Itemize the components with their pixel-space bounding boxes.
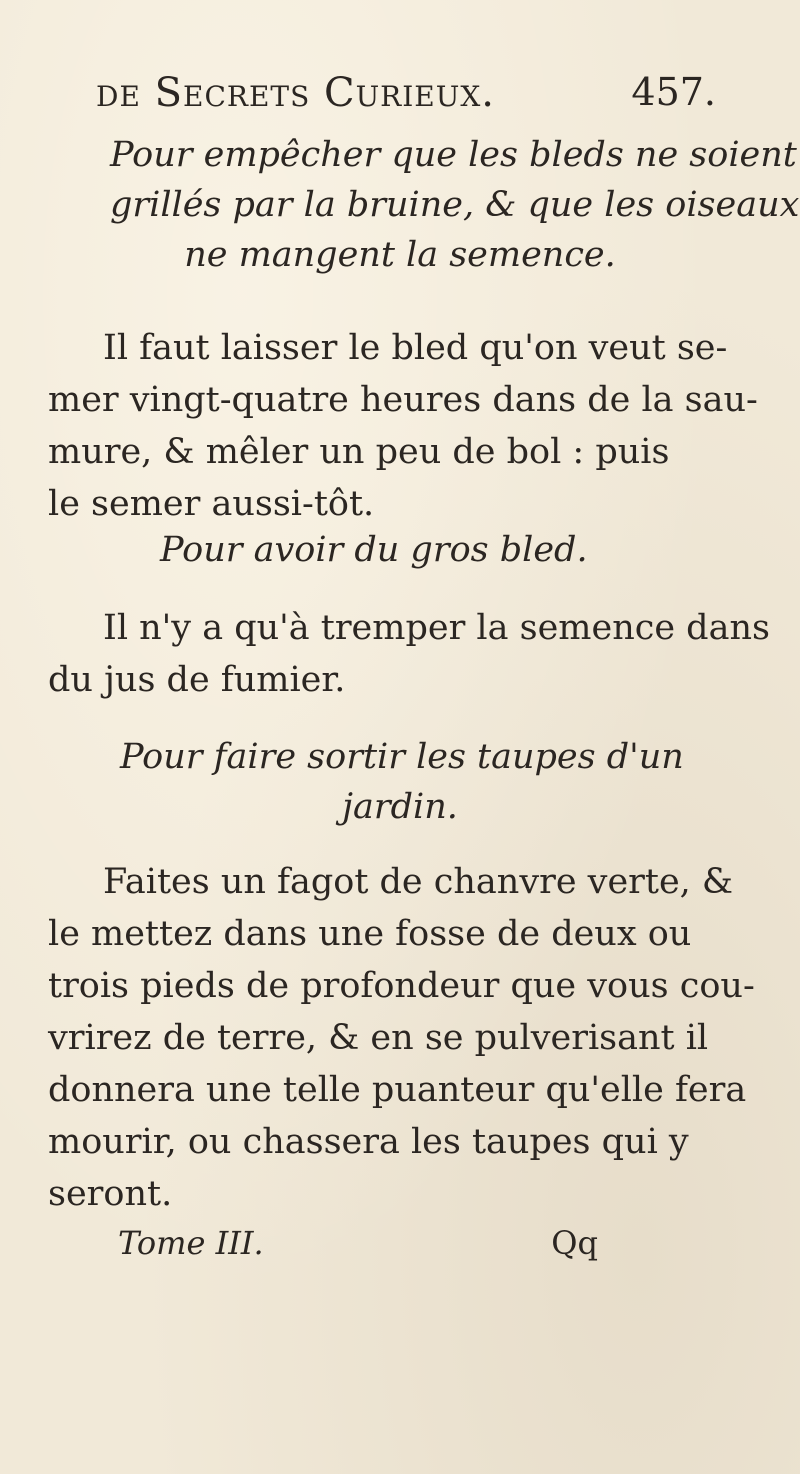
paragraph-line: mourir, ou chassera les taupes qui y bbox=[48, 1122, 689, 1162]
paragraph-line: le mettez dans une fosse de deux ou bbox=[48, 914, 692, 954]
heading-line: jardin. bbox=[342, 787, 458, 827]
paragraph-line: trois pieds de profondeur que vous cou- bbox=[48, 966, 755, 1006]
section-paragraph bbox=[48, 322, 758, 530]
page-number: 457. bbox=[631, 70, 716, 114]
running-title: de Secrets Curieux. bbox=[96, 70, 495, 116]
paragraph-line: Il faut laisser le bled qu'on veut se- bbox=[103, 328, 728, 368]
paragraph-line: donnera une telle puanteur qu'elle fera bbox=[48, 1070, 747, 1110]
paragraph-line: seront. bbox=[48, 1174, 173, 1214]
heading-line: Pour avoir du gros bled. bbox=[160, 530, 588, 570]
section-paragraph bbox=[48, 602, 770, 706]
heading-line: Pour faire sortir les taupes d'un bbox=[120, 737, 684, 777]
paragraph-line: le semer aussi-tôt. bbox=[48, 484, 375, 524]
heading-line: ne mangent la semence. bbox=[184, 235, 616, 275]
paragraph-line: vrirez de terre, & en se pulverisant il bbox=[48, 1018, 709, 1058]
heading-line: grillés par la bruine, & que les oiseaux bbox=[110, 185, 800, 225]
heading-line: Pour empêcher que les bleds ne soient bbox=[110, 135, 797, 175]
section-heading bbox=[160, 525, 588, 575]
section-heading bbox=[110, 130, 800, 280]
page-header bbox=[96, 70, 716, 120]
paragraph-line: du jus de fumier. bbox=[48, 660, 346, 700]
paragraph-line: Faites un fagot de chanvre verte, & bbox=[103, 862, 734, 902]
signature-mark: Qq bbox=[551, 1224, 598, 1262]
section-heading bbox=[120, 732, 684, 832]
tome-label: Tome III. bbox=[118, 1224, 264, 1262]
paragraph-line: Il n'y a qu'à tremper la semence dans bbox=[103, 608, 770, 648]
section-paragraph bbox=[48, 856, 755, 1220]
page-footer bbox=[118, 1224, 598, 1274]
paragraph-line: mer vingt-quatre heures dans de la sau- bbox=[48, 380, 758, 420]
paragraph-line: mure, & mêler un peu de bol : puis bbox=[48, 432, 670, 472]
